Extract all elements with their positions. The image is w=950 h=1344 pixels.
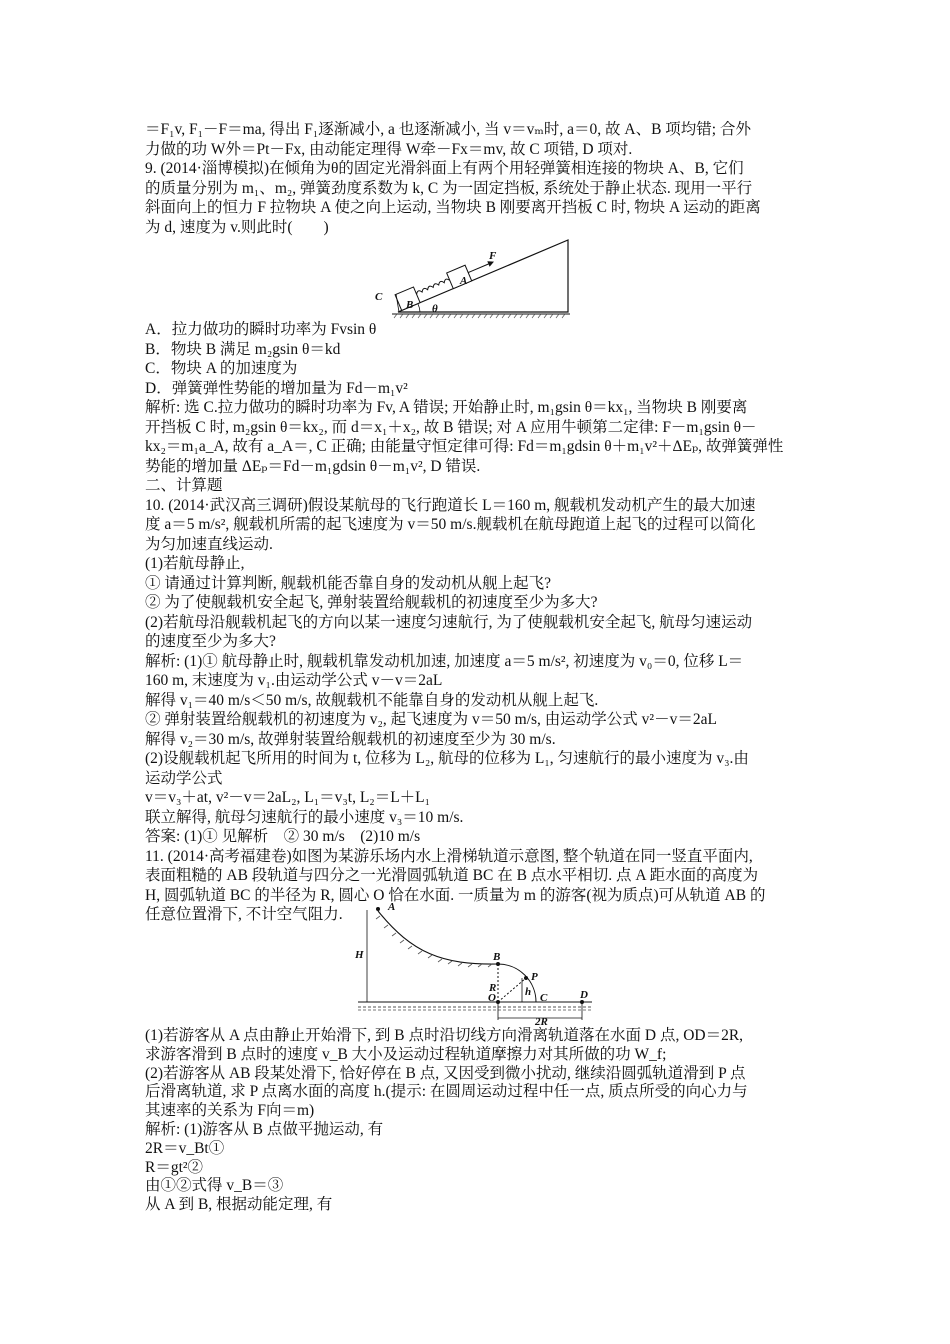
text-line: 解得 v₁＝40 m/s＜50 m/s, 故舰载机不能靠自身的发动机从舰上起飞. [145,691,599,709]
text-line: 二、计算题 [145,477,223,494]
problem-11-questions-and-solution [145,1027,815,1215]
label-c: C [375,291,383,303]
text-line: 解得 v₂＝30 m/s, 故弹射装置给舰载机的初速度至少为 30 m/s. [145,730,556,748]
track-ab [378,911,501,964]
text-line: (2)若游客从 AB 段某处滑下, 恰好停在 B 点, 又因受到微小扰动, 继续沿圆弧轨道滑到 P 点 [145,1064,746,1082]
label-2r: 2R [535,1016,548,1026]
text-line: A．拉力做功的瞬时功率为 Fvsin θ [145,321,377,338]
label-o: O [488,992,496,1004]
incline-triangle [398,240,568,312]
text-line: (2)若航母沿舰载机起飞的方向以某一速度匀速航行, 为了使舰载机安全起飞, 航母匀速运动 [145,613,753,631]
text-line: 联立解得, 航母匀速航行的最小速度 v₃＝10 m/s. [145,808,464,826]
water-slide-figure [352,898,598,1026]
label-c: C [540,992,548,1004]
label-a: A [460,275,468,287]
text-line: 为 d, 速度为 v.则此时( ) [145,218,329,236]
text-line: 其速率的关系为 F向＝m) [145,1102,315,1120]
text-line: v＝v₃＋at, v²－v＝2aL₂, L₁＝v₃t, L₂＝L＋L₁ [145,789,431,806]
text-line: 斜面向上的恒力 F 拉物块 A 使之向上运动, 当物块 B 刚要离开挡板 C 时, 物块 A 运动的距离 [145,199,761,216]
text-line: 2R＝v_Bt① [145,1139,225,1157]
text-line: (1)若航母静止, [145,555,245,572]
label-b: B [493,951,501,963]
text-line: ① 请通过计算判断, 舰载机能否靠自身的发动机从舰上起飞? [145,574,552,592]
label-r: R [489,982,497,994]
text-line: 答案: (1)① 见解析 ② 30 m/s (2)10 m/s [145,828,421,845]
force-arrow [468,264,488,273]
text-line: (2)设舰载机起飞所用的时间为 t, 位移为 L₂, 航母的位移为 L₁, 匀速航行的最小速度为 v₃.由 [145,750,749,767]
problem-8-tail-and-problem-9 [145,120,815,237]
text-line: 解析: (1)游客从 B 点做平抛运动, 有 [145,1120,384,1138]
text-line: ② 弹射装置给舰载机的初速度为 v₂, 起飞速度为 v＝50 m/s, 由运动学公式 v²－v＝2aL [145,711,717,728]
text-line: 160 m, 末速度为 v₁.由运动学公式 v－v＝2aL [145,672,443,689]
text-line: (1)若游客从 A 点由静止开始滑下, 到 B 点时沿切线方向滑离轨道落在水面 D 点, OD＝2R, [145,1027,744,1044]
text-line: 由①②式得 v_B＝③ [145,1177,284,1195]
text-line: 为匀加速直线运动. [145,535,273,553]
problem-9-options-and-problem-10 [145,320,815,925]
text-line: R＝gt²② [145,1158,204,1176]
text-line: B．物块 B 满足 m₂gsin θ＝kd [145,340,341,358]
text-line: 的质量分别为 m₁、m₂, 弹簧劲度系数为 k, C 为一固定挡板, 系统处于静止状态. 现用一平行 [145,179,753,197]
label-theta: θ [432,303,438,315]
text-line: 解析: 选 C.拉力做功的瞬时功率为 Fv, A 错误; 开始静止时, m₁gsin θ＝kx₁, 当物块 B 刚要离 [145,399,748,416]
text-line: 的速度至少为多大? [145,633,276,650]
incline-figure [370,236,575,320]
label-f: F [489,250,497,262]
text-line: ② 为了使舰载机安全起飞, 弹射装置给舰载机的初速度至少为多大? [145,594,598,611]
label-h-small: h [525,986,532,998]
text-line: 解析: (1)① 航母静止时, 舰载机靠发动机加速, 加速度 a＝5 m/s², 初速度为 v₀＝0, 位移 L＝ [145,652,744,670]
text-line: 求游客滑到 B 点时的速度 v_B 大小及运动过程轨道摩擦力对其所做的功 W_f; [145,1045,667,1063]
label-h-big: H [355,949,364,961]
label-a: A [388,901,396,913]
text-line: ＝F₁v, F₁－F＝ma, 得出 F₁逐渐减小, a 也逐渐减小, 当 v＝vₘ时, a＝0, 故 A、B 项均错; 合外 [145,121,751,138]
label-b: B [406,299,414,311]
label-d: D [580,989,588,1001]
text-line: 度 a＝5 m/s², 舰载机所需的起飞速度为 v＝50 m/s.舰载机在航母跑道上起飞的过程可以简化 [145,516,756,533]
text-line: 势能的增加量 ΔEₚ＝Fd－m₁gdsin θ－m₁v², D 错误. [145,457,481,475]
text-line: 从 A 到 B, 根据动能定理, 有 [145,1196,333,1214]
ground-hatching [394,314,565,318]
label-p: P [531,971,538,983]
text-line: 开挡板 C 时, m₂gsin θ＝kx₂, 而 d＝x₁＋x₂, 故 B 错误; 对 A 应用牛顿第二定律: F－m₁gsin θ－ [145,418,757,436]
text-line: C．物块 A 的加速度为 [145,360,298,377]
text-line: 运动学公式 [145,769,223,787]
text-line: D．弹簧弹性势能的增加量为 Fd－m₁v² [145,379,408,397]
text-line: 后滑离轨道, 求 P 点离水面的高度 h.(提示: 在圆周运动过程中任一点, 质点所受的向心力与 [145,1083,748,1101]
text-line: H, 圆弧轨道 BC 的半径为 R, 圆心 O 恰在水面. 一质量为 m 的游客(视为质点)可从轨道 AB 的 [145,886,766,904]
text-line: 表面粗糙的 AB 段轨道与四分之一光滑圆弧轨道 BC 在 B 点水平相切. 点 A 距水面的高度为 [145,867,759,884]
text-line: 11. (2014·高考福建卷)如图为某游乐场内水上滑梯轨道示意图, 整个轨道在同一竖直平面内, [145,847,753,865]
text-line: 10. (2014·武汉高三调研)假设某航母的飞行跑道长 L＝160 m, 舰载机发动机产生的最大加速 [145,496,756,514]
text-line: 9. (2014·淄博模拟)在倾角为θ的固定光滑斜面上有两个用轻弹簧相连接的物块 A、B, 它们 [145,160,744,177]
text-line: kx₂＝m₁a_A, 故有 a_A＝, C 正确; 由能量守恒定律可得: Fd＝m₁gdsin θ＋m₁v²＋ΔEₚ, 故弹簧弹性 [145,438,784,455]
text-line: 任意位置滑下, 不计空气阻力. [145,906,343,923]
text-line: 力做的功 W外＝Pt－Fx, 由动能定理得 W牵－Fx＝mv, 故 C 项错, D 项对. [145,140,633,158]
